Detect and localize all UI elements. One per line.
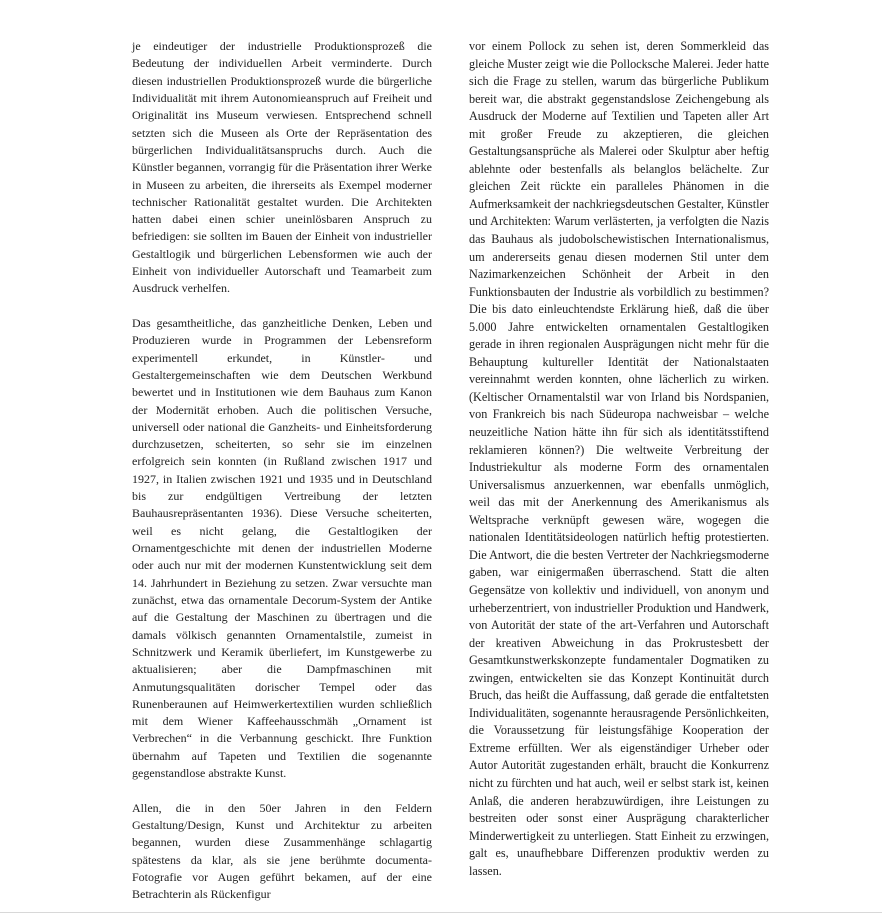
paragraph: Das gesamtheitliche, das ganzheitliche Denken, Leben und Produzieren wurde in Programmen der Lebensreform experimentell erkundet, in Künstler- und Gestaltergemeinschaften wie dem Deutschen Werkbund bewertet und in Institutionen wie dem Bauhaus zum Kanon der Modernität erhoben. Auch die politischen Versuche, universell oder national die Ganzheits- und Einheitsforderung durchzusetzen, scheiterten, so sehr sie im einzelnen erfolgreich sein konnten (in Rußland zwischen 1917 und 1927, in Italien zwischen 1921 und 1935 und in Deutschland bis zur endgültigen Vertreibung der letzten Bauhausrepräsentanten 1936). Diese Versuche scheiterten, weil es nicht gelang, die Gestaltlogiken der Ornamentgeschichte mit denen der industriellen Moderne oder auch nur mit der modernen Kunstentwicklung seit dem 14. Jahrhundert in Beziehung zu setzen. Zwar versuchte man zunächst, etwa das ornamentale Decorum-System der Antike auf die Gestaltung der Maschinen zu übertragen und die damals völkisch genannten Ornamentalstile, zumeist in Schnitzwerk und Keramik überliefert, im Kunstgewerbe zu aktualisieren; aber die Dampfmaschinen mit Anmutungsqualitäten dorischer Tempel oder das Runenberaunen auf Heimwerkertextilien wurden schließlich mit dem Wiener Kaffeehausschmäh „Ornament ist Verbrechen“ in die Verbannung geschickt. Ihre Funktion übernahm auf Tapeten und Textilien die sogenannte gegenstandlose abstrakte Kunst. [132,315,432,781]
paragraph: je eindeutiger der industrielle Produktionsprozeß die Bedeutung der individuellen Arbeit verminderte. Durch diesen industriellen Produktionsprozeß wurde die bürgerliche Individualität mit ihrem Autonomieanspruch auf Freiheit und Originalität ins Museum verwiesen. Entsprechend schnell setzten sich die Museen als Orte der Repräsentation des bürgerlichen Individualitätsanspruchs durch. Auch die Künstler begannen, vorrangig für die Präsentation ihrer Werke in Museen zu arbeiten, die ihrerseits als Exempel moderner technischer Rationalität gestaltet wurden. Die Architekten hatten dabei einen schier uneinlösbaren Anspruch zu befriedigen: sie sollten im Bauen der Einheit von industrieller Gestaltlogik und bürgerlichen Lebensformen wie auch der Einheit von individueller Autorschaft und Teamarbeit zum Ausdruck verhelfen. [132,39,432,296]
paragraph: vor einem Pollock zu sehen ist, deren Sommerkleid das gleiche Muster zeigt wie die Pollocksche Malerei. Jeder hatte sich die Frage zu stellen, warum das bürgerliche Publikum bereit war, die abstrakt gegenstandslose Zeichengebung als Ausdruck der Moderne auf Textilien und Tapeten aller Art mit großer Freude zu akzeptieren, die gleichen Gestaltungsansprüche als Malerei oder Skulptur aber heftig ablehnte oder bestenfalls als belanglos belächelte. Zur gleichen Zeit rückte ein paralleles Phänomen in die Aufmerksamkeit der nachkriegsdeutschen Gestalter, Künstler und Architekten: Warum verlästerten, ja verfolgten die Nazis das Bauhaus als judobolschewistischen Internationalismus, um andererseits genau diesen modernen Stil unter dem Nazimarkenzeichen Schönheit der Arbeit in den Funktionsbauten der Industrie als vorbildlich zu bestimmen? Die bis dato einleuchtendste Erklärung hieß, daß die über 5.000 Jahre entwickelten ornamentalen Gestaltlogiken gerade in ihren regionalen Ausprägungen nicht mehr für die Behauptung kultureller Identität der Nationalstaaten vereinnahmt werden konnten, ohne lächerlich zu wirken. (Keltischer Ornamentalstil war von Irland bis Nordspanien, von Frankreich bis nach Südeuropa nachweisbar – welche neuzeitliche Nation hätte ihn für sich als identitätsstiftend reklamieren können?) Die weltweite Verbreitung der Industriekultur als moderne Form des ornamentalen Universalismus anzuerkennen, war ebenfalls unmöglich, weil das mit der Anerkennung des Amerikanismus als Weltsprache verknüpft gewesen wäre, wogegen die nationalen Identitätsideologen natürlich heftig protestierten. Die Antwort, die die besten Vertreter der Nachkriegsmoderne gaben, war einigermaßen überraschend. Statt die alten Gegensätze von kollektiv und individuell, von anonym und urheberzentriert, von industrieller Produktion und Handwerk, von Autorität der state of the art-Verfahren und Autorschaft der kreativen Abweichung in das Prokrustesbett der Gesamtkunstwerkskonzepte fundamentaler Dogmatiken zu zwingen, entwickelten sie das Konzept Kontinuität durch Bruch, das heißt die Auffassung, daß gerade die entfaltetsten Individualitäten, sogenannte herausragende Persönlichkeiten, die Voraussetzung für leistungsfähige Kooperation der Extreme erfüllten. Wer als eigenständiger Urheber oder Autor Autorität zugestanden erhält, braucht die Konkurrenz nicht zu fürchten und hat auch, weil er selbst stark ist, keinen Anlaß, die anderen herabzuwürdigen, ihre Leistungen zu bestreiten oder sonst einer Ausprägung charakterlicher Minderwertigkeit zu unterliegen. Statt Einheit zu erzwingen, galt es, unaufhebbare Differenzen produktiv werden zu lassen. [469,39,769,878]
paragraph: Allen, die in den 50er Jahren in den Feldern Gestaltung/Design, Kunst und Architektur zu arbeiten begannen, wurden diese Zusammenhänge schlagartig spätestens da klar, als sie jene berühmte documenta-Fotografie vor Augen geführt bekamen, auf der eine Betrachterin als Rückenfigur [132,800,432,902]
right-text-column [469,38,769,880]
left-text-column [132,38,432,904]
page-bottom-edge [0,912,882,913]
